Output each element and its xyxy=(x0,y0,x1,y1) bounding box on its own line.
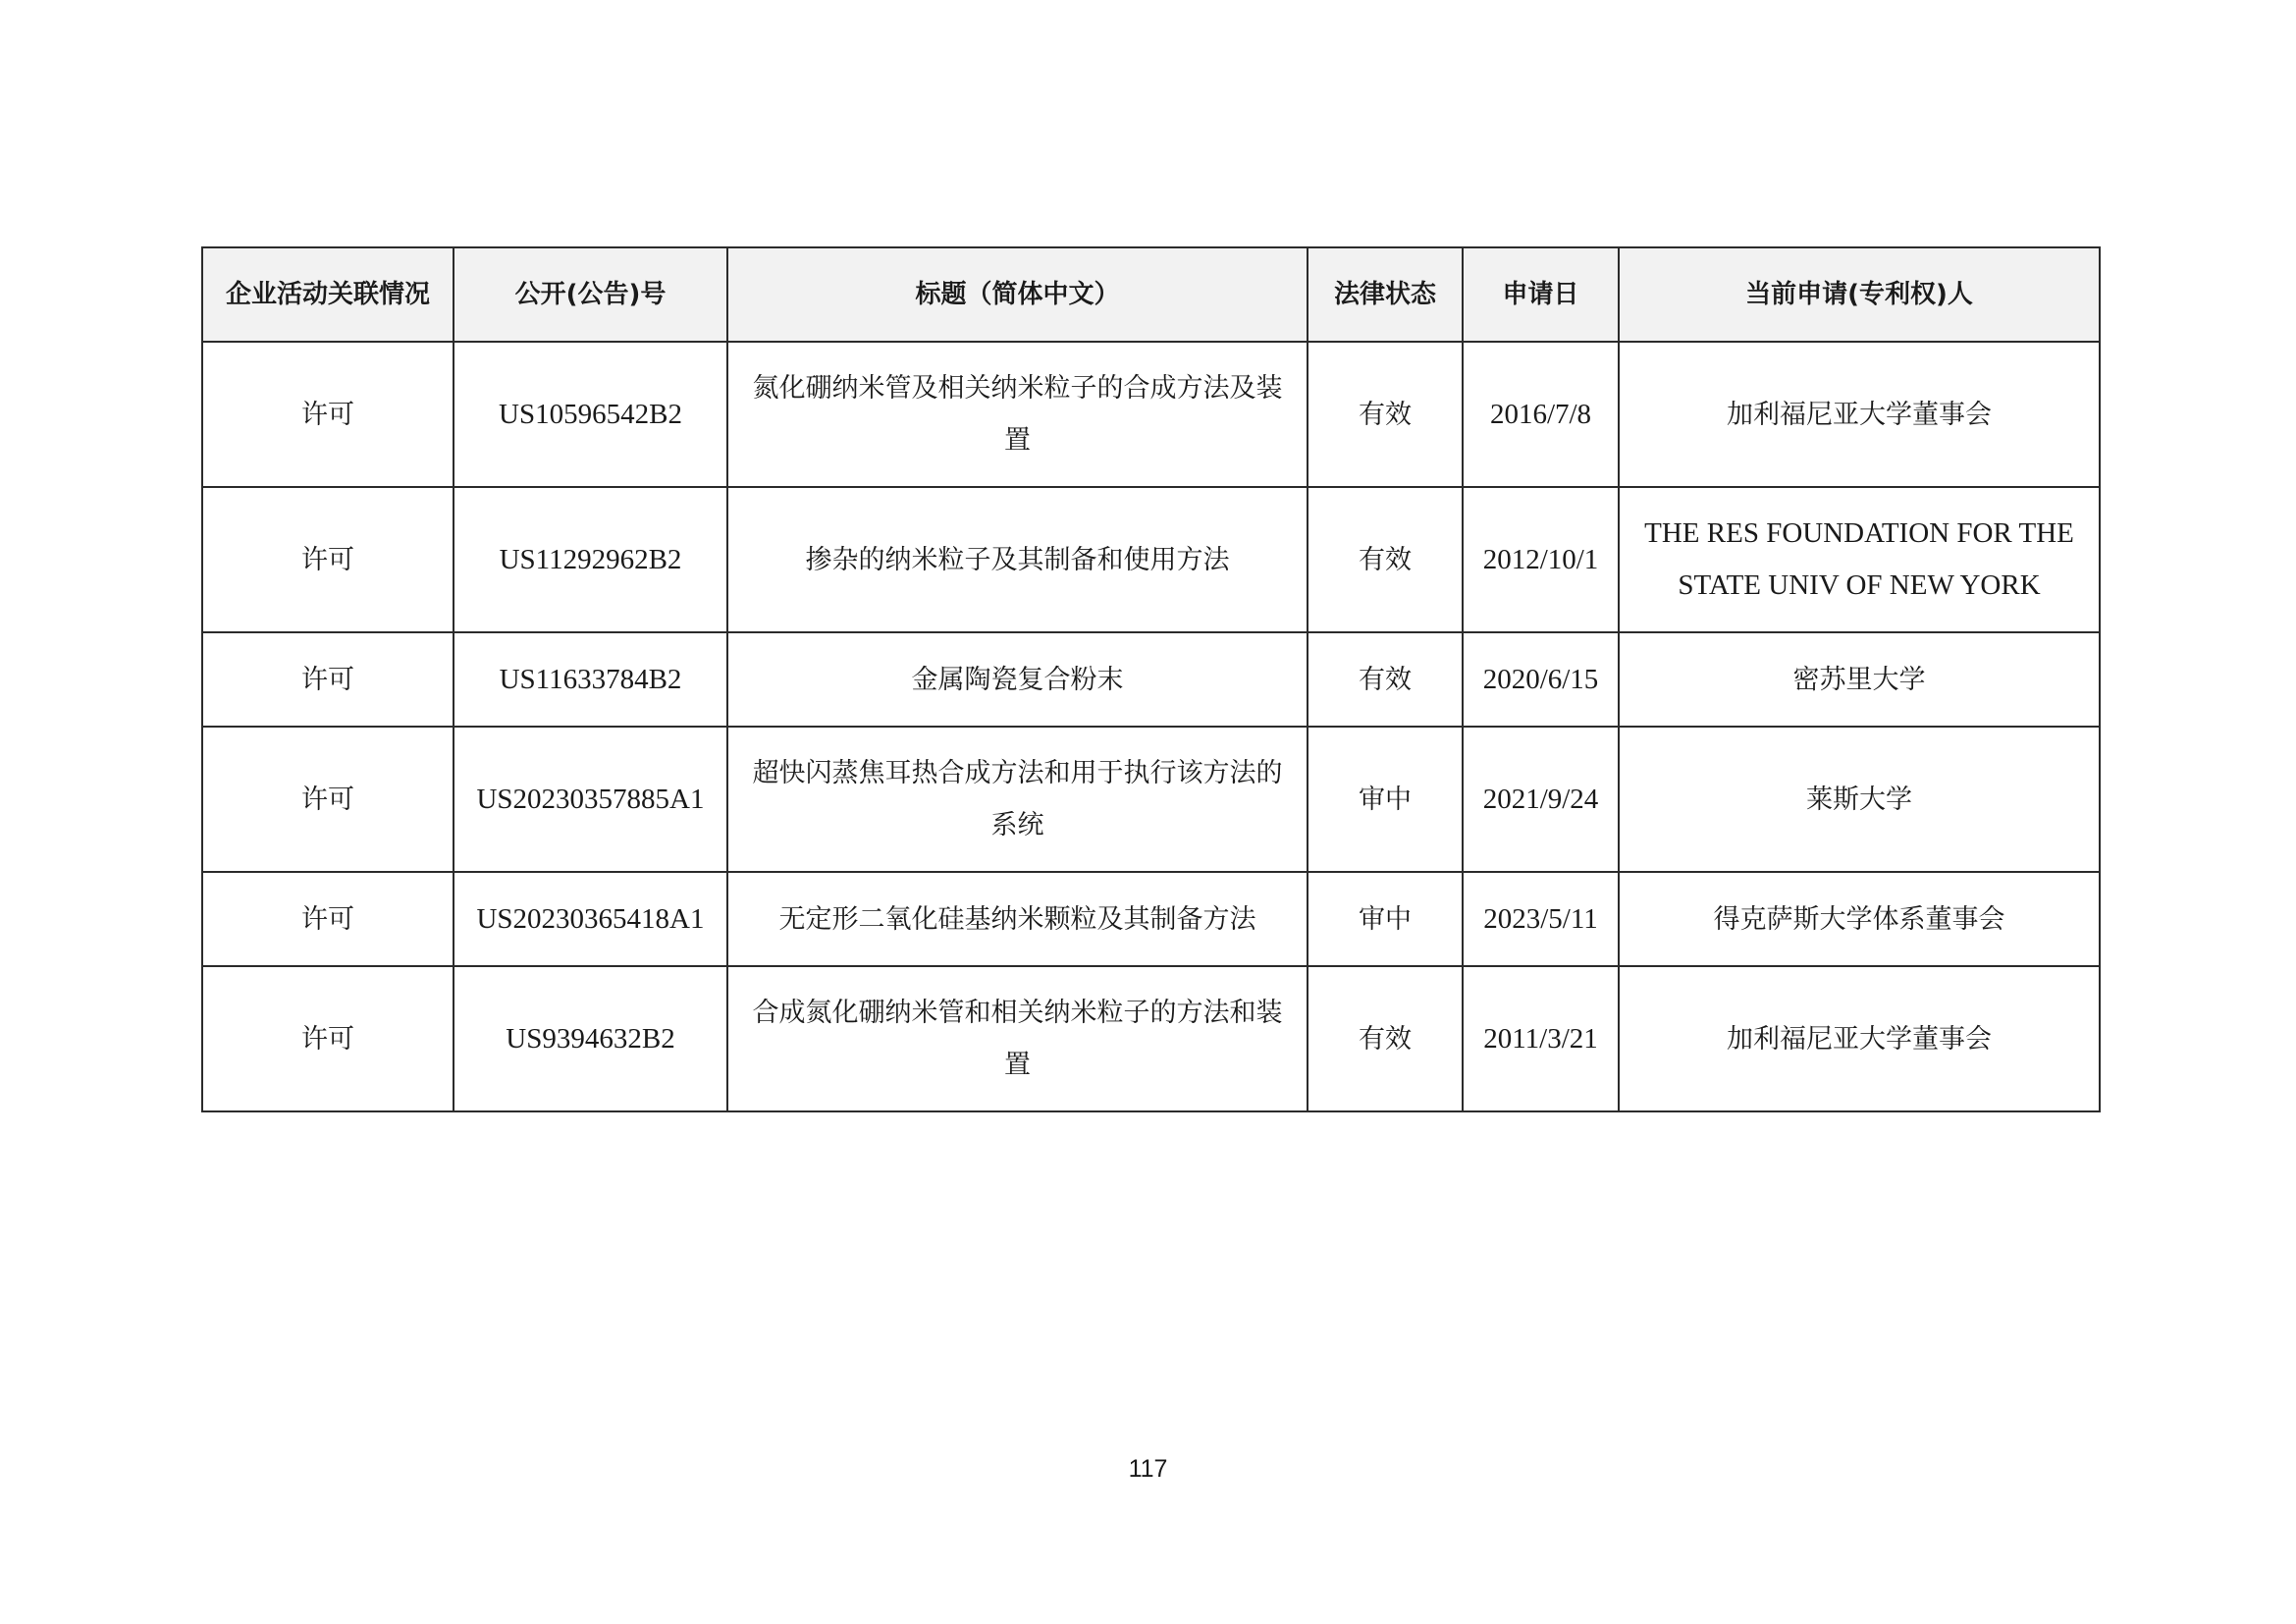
cell-date: 2016/7/8 xyxy=(1463,342,1619,487)
cell-date: 2023/5/11 xyxy=(1463,872,1619,966)
cell-status: 有效 xyxy=(1308,966,1463,1111)
cell-title: 合成氮化硼纳米管和相关纳米粒子的方法和装置 xyxy=(727,966,1308,1111)
cell-activity: 许可 xyxy=(202,342,454,487)
cell-title: 氮化硼纳米管及相关纳米粒子的合成方法及装置 xyxy=(727,342,1308,487)
table-header-row xyxy=(202,247,2100,342)
table-row xyxy=(202,342,2100,487)
cell-date: 2021/9/24 xyxy=(1463,727,1619,872)
cell-pub-no: US20230365418A1 xyxy=(454,872,727,966)
cell-title: 超快闪蒸焦耳热合成方法和用于执行该方法的系统 xyxy=(727,727,1308,872)
table-row xyxy=(202,966,2100,1111)
table-row xyxy=(202,632,2100,727)
cell-assignee: 得克萨斯大学体系董事会 xyxy=(1619,872,2100,966)
header-date: 申请日 xyxy=(1463,247,1619,342)
cell-pub-no: US11292962B2 xyxy=(454,487,727,632)
page-number: 117 xyxy=(1128,1455,1168,1483)
cell-status: 有效 xyxy=(1308,487,1463,632)
cell-status: 有效 xyxy=(1308,632,1463,727)
cell-pub-no: US10596542B2 xyxy=(454,342,727,487)
table-row xyxy=(202,872,2100,966)
header-activity: 企业活动关联情况 xyxy=(202,247,454,342)
cell-date: 2020/6/15 xyxy=(1463,632,1619,727)
cell-pub-no: US11633784B2 xyxy=(454,632,727,727)
cell-title: 掺杂的纳米粒子及其制备和使用方法 xyxy=(727,487,1308,632)
table-row xyxy=(202,487,2100,632)
cell-status: 审中 xyxy=(1308,727,1463,872)
cell-activity: 许可 xyxy=(202,632,454,727)
cell-date: 2011/3/21 xyxy=(1463,966,1619,1111)
header-title: 标题（简体中文） xyxy=(727,247,1308,342)
cell-pub-no: US20230357885A1 xyxy=(454,727,727,872)
cell-date: 2012/10/1 xyxy=(1463,487,1619,632)
header-status: 法律状态 xyxy=(1308,247,1463,342)
cell-assignee: 莱斯大学 xyxy=(1619,727,2100,872)
cell-activity: 许可 xyxy=(202,872,454,966)
cell-title: 无定形二氧化硅基纳米颗粒及其制备方法 xyxy=(727,872,1308,966)
cell-assignee: THE RES FOUNDATION FOR THE STATE UNIV OF NEW YORK xyxy=(1619,487,2100,632)
cell-assignee: 密苏里大学 xyxy=(1619,632,2100,727)
header-pub-no: 公开(公告)号 xyxy=(454,247,727,342)
cell-status: 审中 xyxy=(1308,872,1463,966)
cell-activity: 许可 xyxy=(202,966,454,1111)
cell-status: 有效 xyxy=(1308,342,1463,487)
cell-activity: 许可 xyxy=(202,727,454,872)
cell-assignee: 加利福尼亚大学董事会 xyxy=(1619,342,2100,487)
table-row xyxy=(202,727,2100,872)
header-assignee: 当前申请(专利权)人 xyxy=(1619,247,2100,342)
cell-activity: 许可 xyxy=(202,487,454,632)
patent-table xyxy=(201,246,2101,1112)
cell-pub-no: US9394632B2 xyxy=(454,966,727,1111)
cell-assignee: 加利福尼亚大学董事会 xyxy=(1619,966,2100,1111)
cell-title: 金属陶瓷复合粉末 xyxy=(727,632,1308,727)
